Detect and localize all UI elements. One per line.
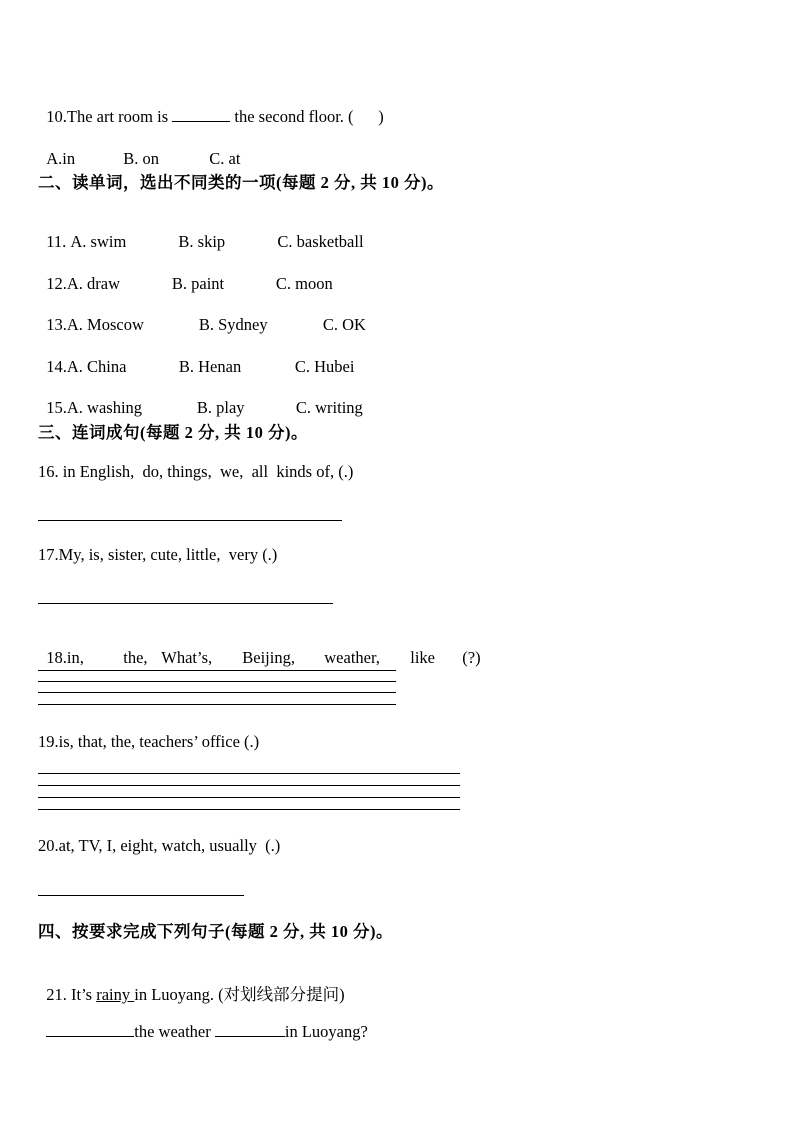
answer-line	[38, 681, 396, 682]
answer-blank[interactable]	[172, 107, 230, 122]
question-10	[38, 87, 384, 127]
word: What’s,	[161, 648, 213, 667]
option-c[interactable]: C. OK	[322, 315, 366, 334]
option-b[interactable]: B. skip	[178, 232, 226, 251]
answer-line	[38, 704, 396, 705]
question-10-options	[38, 129, 240, 169]
answer-line	[38, 785, 460, 786]
answer-line[interactable]	[38, 603, 333, 604]
option-b[interactable]: B. Henan	[178, 357, 242, 376]
question-16: 16. in English, do, things, we, all kinds of, (.)	[38, 462, 354, 481]
option-c[interactable]: C. moon	[275, 274, 333, 293]
question-18	[38, 628, 481, 668]
answer-line[interactable]	[38, 520, 342, 521]
option-b[interactable]: B. on	[123, 149, 160, 168]
option-a[interactable]: A. Moscow	[66, 315, 144, 334]
question-number: 12.	[46, 274, 67, 293]
answer-line[interactable]	[38, 895, 244, 896]
option-a[interactable]: A. draw	[66, 274, 121, 293]
answer-line	[38, 809, 460, 810]
underlined-word: rainy	[96, 985, 135, 1004]
option-c[interactable]: C. basketball	[277, 232, 364, 251]
option-a[interactable]: A.in	[46, 149, 76, 168]
question-12	[38, 254, 333, 294]
question-17: 17.My, is, sister, cute, little, very (.)	[38, 545, 278, 564]
word: 18.in,	[46, 648, 84, 667]
word: like	[410, 648, 435, 667]
question-number: 13.	[46, 315, 67, 334]
option-c[interactable]: C. writing	[295, 398, 363, 417]
section-3-heading: 三、连词成句(每题 2 分, 共 10 分)。	[38, 423, 308, 442]
word: Beijing,	[242, 648, 295, 667]
answer-line[interactable]	[38, 670, 396, 671]
question-21-text-start: 21. It’s	[46, 985, 97, 1004]
option-c[interactable]: C. Hubei	[294, 357, 355, 376]
word: (?)	[462, 648, 481, 667]
question-20: 20.at, TV, I, eight, watch, usually (.)	[38, 836, 281, 855]
option-b[interactable]: B. paint	[171, 274, 225, 293]
question-21-text-end: in Luoyang. (对划线部分提问)	[134, 985, 345, 1004]
question-number: 11.	[46, 232, 71, 251]
question-15	[38, 378, 363, 418]
question-21-answer	[38, 1002, 368, 1042]
answer-line[interactable]	[38, 773, 460, 774]
answer-line	[38, 797, 460, 798]
option-b[interactable]: B. Sydney	[198, 315, 268, 334]
option-c[interactable]: C. at	[209, 149, 241, 168]
option-a[interactable]: A. China	[66, 357, 127, 376]
answer-blank[interactable]	[215, 1022, 285, 1037]
section-4-heading: 四、按要求完成下列句子(每题 2 分, 共 10 分)。	[38, 922, 393, 941]
question-10-text-end: the second floor. ( )	[230, 107, 384, 126]
answer-text-end: in Luoyang?	[284, 1022, 368, 1041]
question-19: 19.is, that, the, teachers’ office (.)	[38, 732, 260, 751]
question-number: 15.	[46, 398, 67, 417]
option-a[interactable]: A. swim	[70, 232, 127, 251]
option-b[interactable]: B. play	[196, 398, 245, 417]
question-21	[38, 961, 345, 1005]
question-number: 14.	[46, 357, 67, 376]
word: weather,	[324, 648, 380, 667]
answer-blank[interactable]	[46, 1022, 134, 1037]
answer-line	[38, 692, 396, 693]
section-2-heading: 二、读单词，选出不同类的一项(每题 2 分, 共 10 分)。	[38, 173, 444, 192]
answer-text-middle: the weather	[134, 1022, 215, 1041]
option-a[interactable]: A. washing	[66, 398, 143, 417]
question-11	[38, 212, 364, 252]
question-10-text-start: 10.The art room is	[46, 107, 173, 126]
question-14	[38, 337, 354, 377]
word: the,	[123, 648, 148, 667]
question-13	[38, 295, 366, 335]
